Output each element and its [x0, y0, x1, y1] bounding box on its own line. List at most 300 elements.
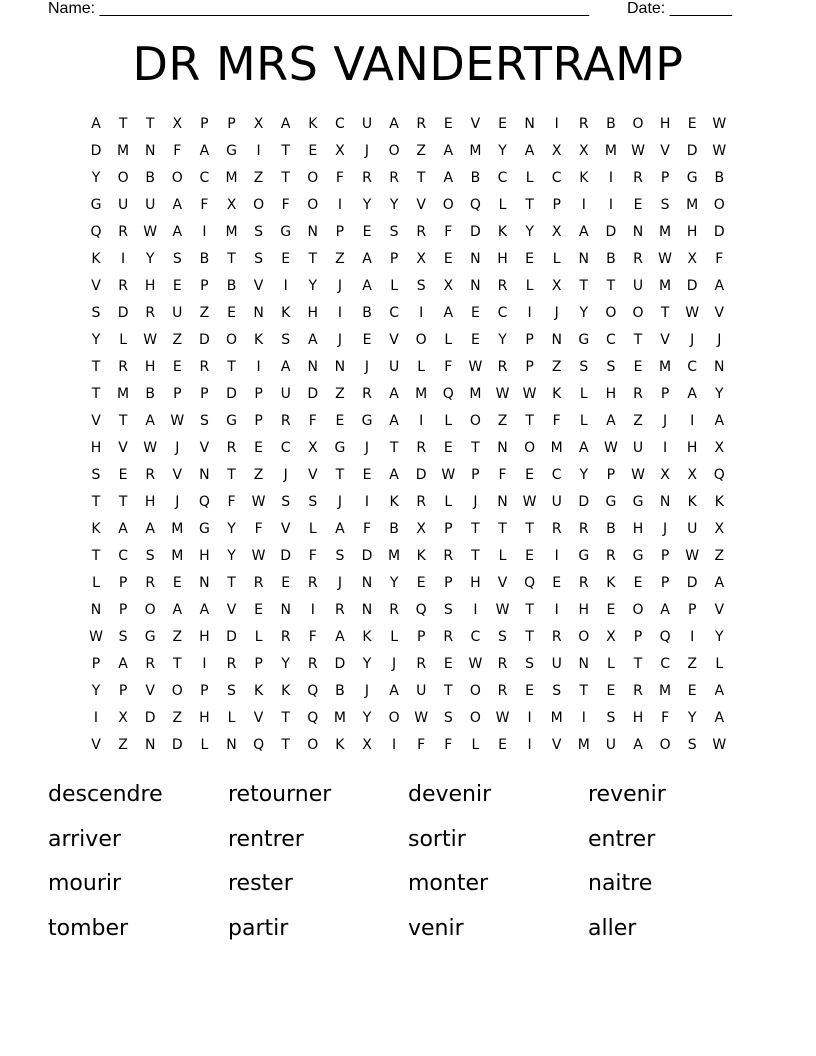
grid-letter: R: [551, 521, 562, 537]
grid-letter: D: [226, 629, 237, 645]
grid-letter: V: [91, 278, 101, 294]
grid-letter: W: [631, 143, 645, 159]
grid-letter: J: [175, 494, 180, 510]
grid-letter: H: [144, 278, 156, 294]
grid-letter: H: [659, 116, 671, 132]
grid-letter: A: [714, 683, 725, 699]
grid-letter: D: [415, 467, 427, 483]
grid-letter: L: [390, 629, 398, 645]
grid-letter: W: [658, 251, 673, 267]
grid-letter: E: [308, 143, 318, 159]
grid-letter: L: [579, 413, 588, 429]
grid-letter: I: [419, 413, 424, 429]
grid-letter: R: [578, 575, 589, 591]
grid-letter: C: [389, 305, 399, 321]
word-bank-item: partir: [228, 915, 289, 941]
grid-letter: P: [254, 386, 263, 402]
grid-letter: A: [606, 413, 616, 429]
grid-letter: N: [199, 575, 210, 591]
grid-letter: E: [281, 575, 291, 591]
grid-letter: L: [498, 548, 507, 564]
grid-letter: N: [470, 278, 481, 294]
grid-letter: S: [606, 359, 616, 375]
grid-letter: R: [253, 575, 264, 591]
grid-letter: T: [335, 467, 345, 483]
word-bank-item: rester: [228, 871, 293, 896]
grid-letter: Y: [227, 521, 236, 537]
grid-letter: O: [469, 683, 481, 699]
grid-letter: P: [416, 629, 426, 645]
grid-letter: I: [202, 656, 207, 672]
page-title: DR MRS VANDERTRAMP: [132, 37, 684, 91]
grid-letter: A: [118, 656, 128, 672]
grid-letter: D: [307, 386, 319, 402]
grid-letter: T: [118, 116, 128, 132]
grid-letter: Y: [389, 197, 399, 213]
grid-letter: H: [199, 710, 210, 726]
grid-letter: Z: [199, 305, 210, 321]
grid-letter: E: [633, 197, 643, 213]
grid-letter: A: [443, 143, 454, 159]
grid-letter: V: [172, 467, 183, 483]
grid-letter: M: [659, 224, 672, 240]
grid-letter: C: [551, 170, 562, 186]
grid-letter: S: [443, 710, 453, 726]
grid-letter: X: [714, 440, 725, 456]
grid-letter: H: [144, 494, 156, 510]
grid-letter: Y: [227, 548, 236, 564]
grid-letter: T: [227, 467, 236, 483]
grid-letter: Z: [172, 710, 183, 726]
grid-letter: W: [143, 224, 158, 240]
grid-letter: D: [686, 575, 698, 591]
grid-letter: D: [90, 143, 102, 159]
grid-letter: W: [143, 440, 158, 456]
grid-letter: V: [118, 440, 128, 456]
word-bank: [48, 780, 768, 958]
grid-letter: P: [389, 251, 399, 267]
grid-letter: F: [254, 521, 263, 537]
word-bank-item: arriver: [48, 826, 121, 852]
grid-letter: T: [227, 359, 236, 375]
grid-letter: A: [91, 116, 101, 132]
grid-letter: X: [416, 251, 426, 267]
grid-letter: A: [199, 143, 210, 159]
grid-letter: F: [227, 494, 236, 510]
grid-letter: O: [171, 170, 183, 186]
grid-letter: X: [606, 629, 616, 645]
grid-letter: R: [578, 521, 589, 537]
grid-letter: Y: [579, 467, 589, 483]
grid-letter: Q: [198, 494, 210, 510]
name-field-label: Name: _______________________________________________________: [48, 0, 589, 17]
grid-letter: M: [550, 440, 563, 456]
grid-letter: F: [308, 413, 317, 429]
grid-letter: T: [471, 548, 480, 564]
grid-letter: F: [308, 548, 317, 564]
grid-row: [82, 708, 738, 735]
grid-letter: B: [335, 683, 345, 699]
grid-letter: E: [633, 359, 643, 375]
grid-letter: M: [117, 143, 130, 159]
grid-letter: P: [200, 386, 209, 402]
grid-letter: J: [554, 305, 559, 321]
grid-letter: P: [91, 656, 101, 672]
grid-letter: A: [443, 170, 454, 186]
grid-letter: Y: [91, 683, 101, 699]
grid-letter: W: [89, 629, 103, 645]
grid-letter: P: [335, 224, 345, 240]
grid-letter: H: [90, 440, 102, 456]
grid-letter: D: [470, 224, 481, 240]
grid-letter: B: [145, 170, 155, 186]
grid-letter: S: [281, 494, 291, 510]
grid-letter: Z: [687, 656, 697, 672]
grid-letter: A: [362, 251, 372, 267]
grid-letter: Z: [253, 170, 264, 186]
grid-letter: Z: [172, 629, 183, 645]
grid-letter: K: [254, 332, 264, 348]
grid-letter: W: [522, 386, 537, 402]
grid-letter: C: [551, 467, 562, 483]
grid-letter: H: [605, 386, 617, 402]
grid-letter: R: [145, 467, 156, 483]
grid-letter: Q: [253, 737, 265, 753]
grid-letter: M: [225, 170, 238, 186]
grid-letter: N: [470, 251, 481, 267]
grid-letter: R: [226, 656, 237, 672]
grid-letter: F: [444, 224, 453, 240]
grid-letter: R: [416, 440, 427, 456]
grid-letter: V: [308, 467, 318, 483]
grid-letter: X: [118, 710, 128, 726]
grid-letter: J: [717, 332, 722, 348]
grid-letter: Y: [715, 386, 724, 402]
grid-letter: V: [91, 413, 101, 429]
grid-letter: Y: [498, 332, 507, 348]
grid-letter: X: [687, 251, 697, 267]
grid-letter: V: [91, 737, 101, 753]
grid-letter: W: [143, 332, 158, 348]
grid-letter: Y: [281, 656, 290, 672]
grid-letter: F: [362, 521, 372, 537]
grid-letter: T: [91, 359, 101, 375]
grid-letter: X: [443, 278, 454, 294]
grid-letter: O: [632, 305, 644, 321]
grid-letter: F: [661, 710, 670, 726]
grid-letter: E: [525, 683, 535, 699]
grid-letter: Q: [659, 629, 671, 645]
grid-letter: S: [145, 548, 155, 564]
grid-letter: O: [524, 440, 536, 456]
grid-letter: H: [307, 305, 319, 321]
grid-letter: R: [226, 440, 237, 456]
grid-letter: F: [444, 359, 453, 375]
grid-letter: R: [199, 359, 210, 375]
grid-letter: S: [389, 224, 399, 240]
grid-letter: B: [470, 170, 481, 186]
grid-letter: P: [525, 359, 534, 375]
grid-letter: R: [307, 656, 318, 672]
grid-letter: E: [606, 683, 616, 699]
grid-letter: J: [337, 332, 342, 348]
grid-letter: D: [361, 548, 373, 564]
word-bank-item: naitre: [588, 871, 653, 896]
grid-letter: E: [525, 467, 535, 483]
grid-letter: Q: [442, 386, 454, 402]
grid-letter: N: [497, 440, 508, 456]
grid-letter: X: [308, 440, 318, 456]
grid-letter: D: [171, 737, 183, 753]
grid-letter: I: [283, 278, 288, 294]
word-bank-item: aller: [588, 915, 637, 941]
grid-letter: Q: [469, 197, 481, 213]
grid-letter: X: [335, 143, 345, 159]
grid-letter: Z: [335, 251, 345, 267]
grid-letter: S: [227, 683, 236, 699]
grid-letter: W: [712, 143, 727, 159]
grid-letter: D: [334, 656, 346, 672]
grid-letter: H: [632, 710, 644, 726]
grid-letter: X: [226, 197, 237, 213]
grid-row: [82, 600, 738, 627]
grid-letter: K: [416, 548, 426, 564]
grid-letter: T: [281, 737, 290, 753]
grid-letter: U: [687, 521, 698, 537]
grid-letter: E: [172, 359, 182, 375]
grid-letter: L: [200, 737, 209, 753]
grid-letter: W: [631, 467, 645, 483]
grid-letter: R: [633, 170, 643, 186]
grid-letter: I: [473, 602, 478, 618]
grid-letter: V: [714, 305, 725, 321]
grid-letter: X: [714, 521, 725, 537]
grid-letter: G: [632, 494, 644, 510]
grid-letter: P: [687, 602, 697, 618]
grid-letter: M: [117, 386, 130, 402]
grid-letter: I: [527, 737, 532, 753]
grid-letter: D: [144, 710, 156, 726]
grid-letter: S: [579, 359, 589, 375]
grid-row: [82, 627, 738, 654]
grid-letter: A: [172, 224, 183, 240]
grid-letter: U: [361, 116, 373, 132]
grid-letter: Q: [713, 467, 725, 483]
grid-letter: T: [471, 521, 480, 537]
grid-letter: R: [416, 494, 427, 510]
grid-letter: A: [687, 386, 697, 402]
grid-letter: D: [226, 386, 237, 402]
grid-letter: L: [444, 494, 453, 510]
grid-letter: X: [551, 224, 562, 240]
grid-letter: J: [364, 440, 370, 456]
grid-letter: M: [686, 197, 699, 213]
grid-letter: J: [337, 278, 342, 294]
grid-letter: E: [606, 602, 616, 618]
grid-letter: S: [254, 251, 264, 267]
grid-row: [82, 276, 738, 303]
grid-letter: R: [551, 629, 562, 645]
word-bank-row: [48, 780, 768, 825]
grid-letter: N: [497, 494, 508, 510]
grid-letter: P: [525, 332, 534, 348]
grid-letter: E: [362, 332, 372, 348]
grid-letter: R: [497, 656, 508, 672]
grid-letter: B: [606, 116, 616, 132]
grid-letter: U: [632, 440, 644, 456]
grid-letter: W: [495, 386, 510, 402]
grid-letter: I: [527, 710, 532, 726]
grid-letter: T: [579, 683, 589, 699]
grid-letter: I: [310, 602, 315, 618]
grid-letter: T: [118, 494, 128, 510]
grid-letter: A: [579, 440, 589, 456]
grid-row: [82, 195, 738, 222]
grid-row: [82, 654, 738, 681]
grid-letter: O: [388, 143, 400, 159]
grid-letter: V: [389, 332, 399, 348]
grid-letter: X: [579, 143, 589, 159]
grid-letter: V: [280, 521, 291, 537]
grid-letter: L: [417, 359, 426, 375]
grid-letter: U: [388, 359, 400, 375]
grid-letter: T: [173, 656, 182, 672]
grid-letter: L: [579, 386, 588, 402]
grid-letter: R: [145, 305, 156, 321]
grid-letter: T: [416, 170, 426, 186]
grid-letter: M: [333, 710, 346, 726]
grid-letter: N: [307, 224, 319, 240]
grid-letter: G: [361, 413, 373, 429]
grid-letter: L: [525, 170, 534, 186]
grid-letter: E: [416, 575, 426, 591]
grid-letter: T: [281, 710, 290, 726]
grid-letter: V: [660, 143, 670, 159]
grid-letter: Y: [687, 710, 697, 726]
grid-letter: E: [552, 575, 562, 591]
grid-letter: I: [581, 710, 586, 726]
grid-letter: R: [145, 656, 156, 672]
grid-letter: O: [225, 332, 238, 348]
grid-letter: C: [660, 656, 670, 672]
grid-letter: N: [361, 602, 373, 618]
grid-letter: R: [416, 224, 427, 240]
grid-letter: T: [525, 602, 534, 618]
grid-letter: Y: [579, 305, 589, 321]
grid-letter: W: [685, 305, 700, 321]
grid-letter: K: [552, 386, 562, 402]
word-bank-item: descendre: [48, 782, 163, 807]
grid-letter: V: [226, 602, 237, 618]
grid-letter: P: [633, 629, 643, 645]
grid-letter: W: [685, 548, 700, 564]
grid-letter: K: [91, 521, 101, 537]
grid-letter: J: [364, 683, 370, 699]
grid-letter: Z: [714, 548, 725, 564]
grid-letter: D: [686, 278, 698, 294]
grid-letter: B: [606, 251, 616, 267]
grid-letter: N: [226, 737, 237, 753]
grid-letter: R: [443, 629, 454, 645]
grid-letter: P: [118, 602, 128, 618]
grid-letter: Q: [90, 224, 102, 240]
grid-letter: P: [606, 467, 616, 483]
grid-letter: G: [226, 413, 237, 429]
grid-letter: E: [525, 251, 535, 267]
grid-letter: E: [172, 575, 182, 591]
grid-letter: E: [633, 575, 643, 591]
grid-letter: A: [335, 521, 345, 537]
grid-letter: C: [280, 440, 291, 456]
grid-letter: N: [280, 602, 291, 618]
grid-letter: E: [254, 602, 264, 618]
grid-letter: X: [660, 467, 670, 483]
grid-letter: W: [712, 737, 727, 753]
grid-letter: M: [577, 737, 590, 753]
grid-letter: F: [552, 413, 561, 429]
grid-letter: C: [687, 359, 698, 375]
grid-letter: M: [604, 143, 617, 159]
date-field-label: Date: _______: [627, 0, 732, 17]
grid-letter: O: [469, 710, 481, 726]
grid-letter: V: [416, 197, 426, 213]
grid-letter: R: [389, 170, 399, 186]
grid-letter: O: [469, 413, 481, 429]
grid-letter: O: [415, 332, 427, 348]
grid-letter: C: [606, 332, 616, 348]
grid-letter: I: [337, 305, 342, 321]
grid-letter: C: [470, 629, 481, 645]
grid-letter: P: [227, 116, 236, 132]
grid-letter: W: [712, 116, 727, 132]
grid-letter: X: [551, 143, 562, 159]
grid-letter: E: [470, 305, 480, 321]
grid-letter: A: [633, 737, 643, 753]
grid-letter: X: [253, 116, 264, 132]
grid-letter: T: [91, 386, 101, 402]
grid-letter: T: [91, 494, 101, 510]
grid-letter: A: [145, 521, 155, 537]
grid-letter: T: [660, 305, 670, 321]
grid-letter: R: [118, 224, 128, 240]
grid-letter: F: [417, 737, 426, 753]
grid-letter: J: [175, 440, 180, 456]
grid-letter: L: [444, 413, 453, 429]
grid-letter: A: [362, 278, 372, 294]
grid-letter: E: [498, 116, 507, 132]
grid-letter: S: [91, 467, 101, 483]
grid-letter: M: [659, 278, 672, 294]
grid-letter: J: [337, 575, 342, 591]
grid-letter: P: [200, 683, 209, 699]
grid-letter: L: [254, 629, 263, 645]
grid-letter: J: [663, 521, 668, 537]
word-bank-item: monter: [408, 871, 489, 896]
grid-letter: O: [632, 602, 644, 618]
grid-letter: C: [497, 305, 508, 321]
grid-letter: P: [200, 278, 209, 294]
grid-letter: V: [551, 737, 562, 753]
grid-row: [82, 546, 738, 573]
grid-letter: F: [173, 143, 182, 159]
grid-letter: A: [579, 224, 589, 240]
grid-letter: V: [660, 332, 670, 348]
grid-letter: R: [497, 683, 508, 699]
grid-letter: I: [392, 737, 397, 753]
grid-letter: A: [389, 116, 399, 132]
grid-letter: A: [524, 143, 535, 159]
grid-letter: R: [280, 413, 291, 429]
